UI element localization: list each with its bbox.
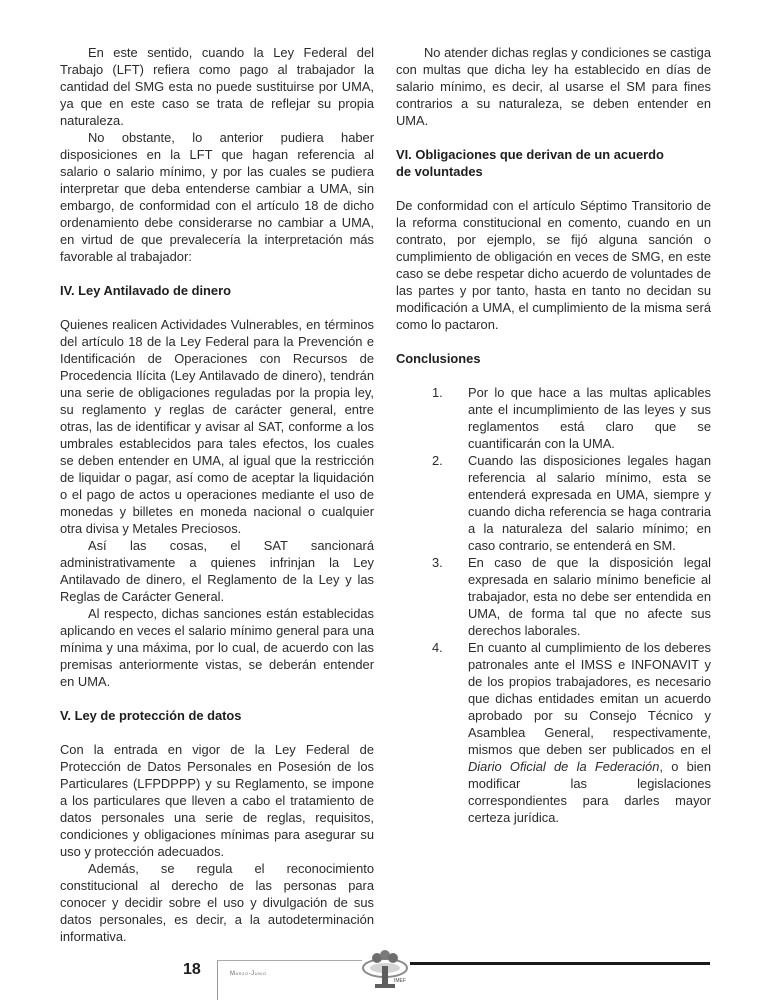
- paragraph: No atender dichas reglas y condiciones se castiga con multas que dicha ley ha establecido en días de salario mínimo, es decir, al usarse el SM para fines contrarios a su naturaleza, se deben entender en UMA.: [396, 45, 711, 128]
- list-text: Por lo que hace a las multas aplicables ante el incumplimiento de las leyes y sus reglamentos está claro que se cuantificarán con la UMA.: [468, 385, 711, 451]
- list-number: 4.: [432, 640, 443, 655]
- paragraph: Además, se regula el reconocimiento constitucional al derecho de las personas para conocer y decidir sobre el uso y divulgación de sus datos personales, es decir, a la autodeterminación informativa.: [60, 861, 374, 944]
- section-heading-vi: [396, 146, 711, 180]
- publication-title: Diario Oficial de la Federación: [468, 759, 660, 774]
- section-heading-v: V. Ley de protección de datos: [60, 708, 242, 723]
- list-text: , o bien modificar las legislaciones correspondientes para darles mayor certeza jurídica.: [468, 759, 711, 825]
- left-column: [60, 44, 374, 945]
- right-column: [396, 44, 711, 826]
- paragraph: De conformidad con el artículo Séptimo Transitorio de la reforma constitucional en comento, cuando en un contrato, por ejemplo, se fijó alguna sanción o cumplimiento de obligación en veces de SMG, en este caso se debe respetar dicho acuerdo de voluntades de las partes y por tanto, hasta en tanto no decidan su modificación a UMA, el cumplimiento de la misma será como lo pactaron.: [396, 198, 711, 332]
- page-footer: [0, 948, 768, 1004]
- paragraph: Al respecto, dichas sanciones están establecidas aplicando en veces el salario mínimo general para una mínima y una máxima, por lo cual, de acuerdo con las premisas anteriormente vistas, se deberán entender en UMA.: [60, 606, 374, 689]
- list-item: [396, 554, 711, 639]
- paragraph: Con la entrada en vigor de la Ley Federal de Protección de Datos Personales en Posesión de los Particulares (LFPDPPP) y su Reglamento, se impone a los particulares que lleven a cabo el tratamiento de datos personales una serie de reglas, requisitos, condiciones y obligaciones mínimas para asegurar su uso y protección adecuados.: [60, 742, 374, 859]
- publisher-logo-icon: [358, 948, 412, 994]
- paragraph: Quienes realicen Actividades Vulnerables, en términos del artículo 18 de la Ley Federal para la Prevención e Identificación de Operaciones con Recursos de Procedencia Ilícita (Ley Antilavado de dinero), tendrán una serie de obligaciones reguladas por la propia ley, su reglamento y reglas de carácter general, entre otras, las de identificar y avisar al SAT, conforme a los umbrales establecidos para tales efectos, los cuales se deben entender en UMA, al igual que la restricción de liquidar o pagar, así como de aceptar la liquidación o el pago de actos u operaciones mediante el uso de monedas y billetes en moneda nacional o cualquier otra divisa y Metales Preciosos.: [60, 317, 374, 536]
- list-text: Cuando las disposiciones legales hagan referencia al salario mínimo, esta se entenderá expresada en UMA, siempre y cuando dicha referencia se haga contraria a la naturaleza del salario mínimo; en caso contrario, se entenderá en SM.: [468, 453, 711, 553]
- list-item: [396, 384, 711, 452]
- section-heading-iv: IV. Ley Antilavado de dinero: [60, 283, 231, 298]
- paragraph: No obstante, lo anterior pudiera haber disposiciones en la LFT que hagan referencia al salario o salario mínimo, y por las cuales se pudiera interpretar que deba entenderse cambiar a UMA, sin embargo, de conformidad con el artículo 18 de dicho ordenamiento debe considerarse no cambiar a UMA, en virtud de que prevalecería la interpretación más favorable al trabajador:: [60, 130, 374, 264]
- list-number: 2.: [432, 453, 443, 468]
- page-number: 18: [183, 961, 201, 978]
- divider: [410, 962, 710, 965]
- paragraph: Así las cosas, el SAT sancionará administrativamente a quienes infrinjan la Ley Antilavado de dinero, el Reglamento de la Ley y las Reglas de Carácter General.: [60, 538, 374, 604]
- divider: [217, 960, 362, 961]
- paragraph: En este sentido, cuando la Ley Federal del Trabajo (LFT) refiera como pago al trabajador la cantidad del SMG esta no puede sustituirse por UMA, ya que en este caso se trata de reflejar su propia naturaleza.: [60, 45, 374, 128]
- list-item: [396, 452, 711, 554]
- logo-label: IMEF: [394, 978, 406, 984]
- list-text: En caso de que la disposición legal expresada en salario mínimo beneficie al trabajador, esta no debe ser entendida en UMA, de forma tal que no afecte sus derechos laborales.: [468, 555, 711, 638]
- issue-label: Marzo-Junio: [230, 971, 267, 977]
- heading-line: de voluntades: [396, 164, 483, 179]
- divider: [217, 960, 218, 1000]
- list-item: [396, 639, 711, 826]
- list-number: 3.: [432, 555, 443, 570]
- conclusions-heading: Conclusiones: [396, 351, 481, 366]
- conclusions-list: [396, 384, 711, 826]
- list-text: En cuanto al cumplimiento de los deberes patronales ante el IMSS e INFONAVIT y de los propios trabajadores, es necesario que dichas entidades emitan un acuerdo aprobado por su Consejo Técnico y Asamblea General, respectivamente, mismos que deben ser publicados en el: [468, 640, 711, 757]
- list-number: 1.: [432, 385, 443, 400]
- heading-line: VI. Obligaciones que derivan de un acuerdo: [396, 147, 664, 162]
